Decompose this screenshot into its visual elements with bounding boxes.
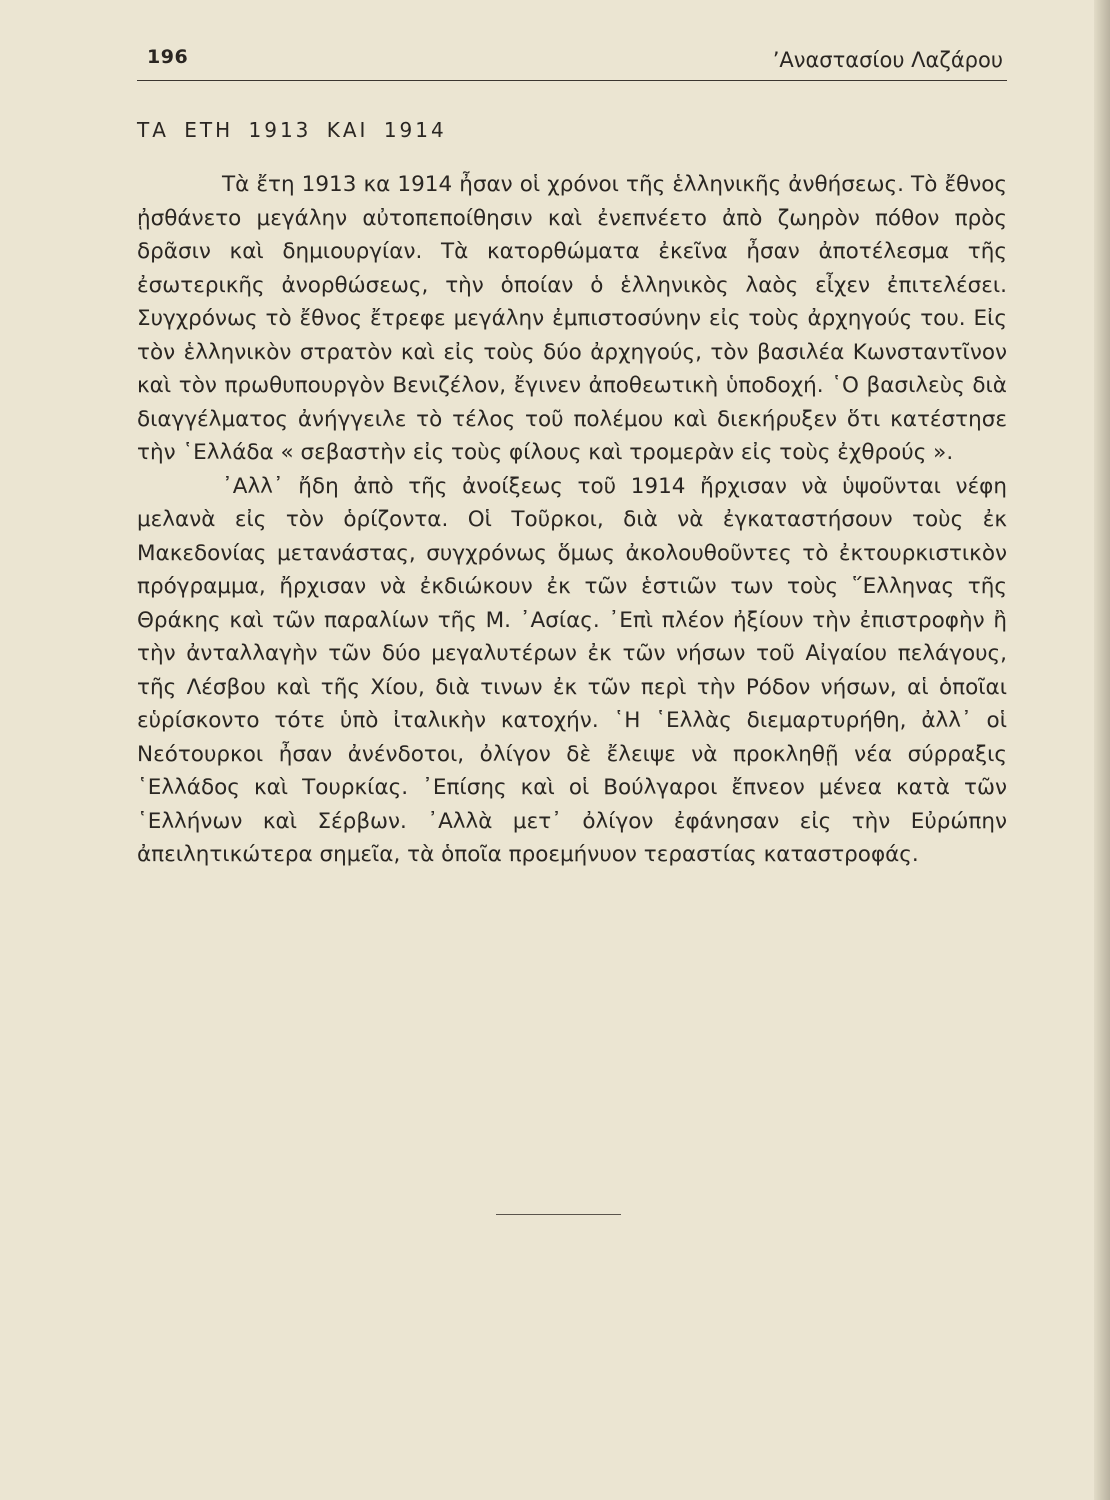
page-edge: [1094, 0, 1110, 1500]
header-rule: [137, 80, 1007, 81]
page-number: 196: [147, 46, 189, 68]
section-heading: ΤΑ ΕΤΗ 1913 ΚΑΙ 1914: [137, 118, 447, 142]
paragraph-1: Τὰ ἔτη 1913 κα 1914 ἦσαν οἱ χρόνοι τῆς ἑλληνικῆς ἀνθήσεως. Τὸ ἔθνος ᾐσθάνετο μεγάλην αὐτοπεποίθησιν καὶ ἐνεπνέετο ἀπὸ ζωηρὸν πόθον πρὸς δρᾶσιν καὶ δημιουργίαν. Τὰ κατορθώματα ἐκεῖνα ἦσαν ἀποτέλεσμα τῆς ἐσωτερικῆς ἀνορθώσεως, τὴν ὁποίαν ὁ ἑλληνικὸς λαὸς εἶχεν ἐπιτελέσει. Συγχρόνως τὸ ἔθνος ἔτρεφε μεγάλην ἐμπιστοσύνην εἰς τοὺς ἀρχηγούς του. Εἰς τὸν ἑλληνικὸν στρατὸν καὶ εἰς τοὺς δύο ἀρχηγούς, τὸν βασιλέα Κωνσταντῖνον καὶ τὸν πρωθυπουργὸν Βενιζέλον, ἔγινεν ἀποθεωτικὴ ὑποδοχή. ῾Ο βασιλεὺς διὰ διαγγέλματος ἀνήγγειλε τὸ τέλος τοῦ πολέμου καὶ διεκήρυξεν ὅτι κατέστησε τὴν ῾Ελλάδα « σεβαστὴν εἰς τοὺς φίλους καὶ τρομερὰν εἰς τοὺς ἐχθρούς ».: [137, 172, 1007, 465]
page-header: [137, 44, 1007, 76]
body-text: [137, 168, 1007, 872]
running-head: ’Αναστασίου Λαζάρου: [772, 48, 1003, 72]
end-rule: [496, 1214, 621, 1215]
paragraph-2: ᾿Αλλ᾿ ἤδη ἀπὸ τῆς ἀνοίξεως τοῦ 1914 ἤρχισαν νὰ ὑψοῦνται νέφη μελανὰ εἰς τὸν ὁρίζοντα. Οἱ Τοῦρκοι, διὰ νὰ ἐγκαταστήσουν τοὺς ἐκ Μακεδονίας μετανάστας, συγχρόνως ὅμως ἀκολουθοῦντες τὸ ἐκτουρκιστικὸν πρόγραμμα, ἤρχισαν νὰ ἐκδιώκουν ἐκ τῶν ἑστιῶν των τοὺς ῞Ελληνας τῆς Θράκης καὶ τῶν παραλίων τῆς Μ. ᾿Ασίας. ᾿Επὶ πλέον ἠξίουν τὴν ἐπιστροφὴν ἢ τὴν ἀνταλλαγὴν τῶν δύο μεγαλυτέρων ἐκ τῶν νήσων τοῦ Αἰγαίου πελάγους, τῆς Λέσβου καὶ τῆς Χίου, διὰ τινων ἐκ τῶν περὶ τὴν Ρόδον νήσων, αἱ ὁποῖαι εὑρίσκοντο τότε ὑπὸ ἰταλικὴν κατοχήν. ῾Η ῾Ελλὰς διεμαρτυρήθη, ἀλλ᾿ οἱ Νεότουρκοι ἦσαν ἀνένδοτοι, ὀλίγον δὲ ἔλειψε νὰ προκληθῇ νέα σύρραξις ῾Ελλάδος καὶ Τουρκίας. ᾿Επίσης καὶ οἱ Βούλγαροι ἔπνεον μένεα κατὰ τῶν ῾Ελλήνων καὶ Σέρβων. ᾿Αλλὰ μετ᾿ ὀλίγον ἐφάνησαν εἰς τὴν Εὐρώπην ἀπειλητικώτερα σημεῖα, τὰ ὁποῖα προεμήνυον τεραστίας καταστροφάς.: [137, 473, 1007, 867]
